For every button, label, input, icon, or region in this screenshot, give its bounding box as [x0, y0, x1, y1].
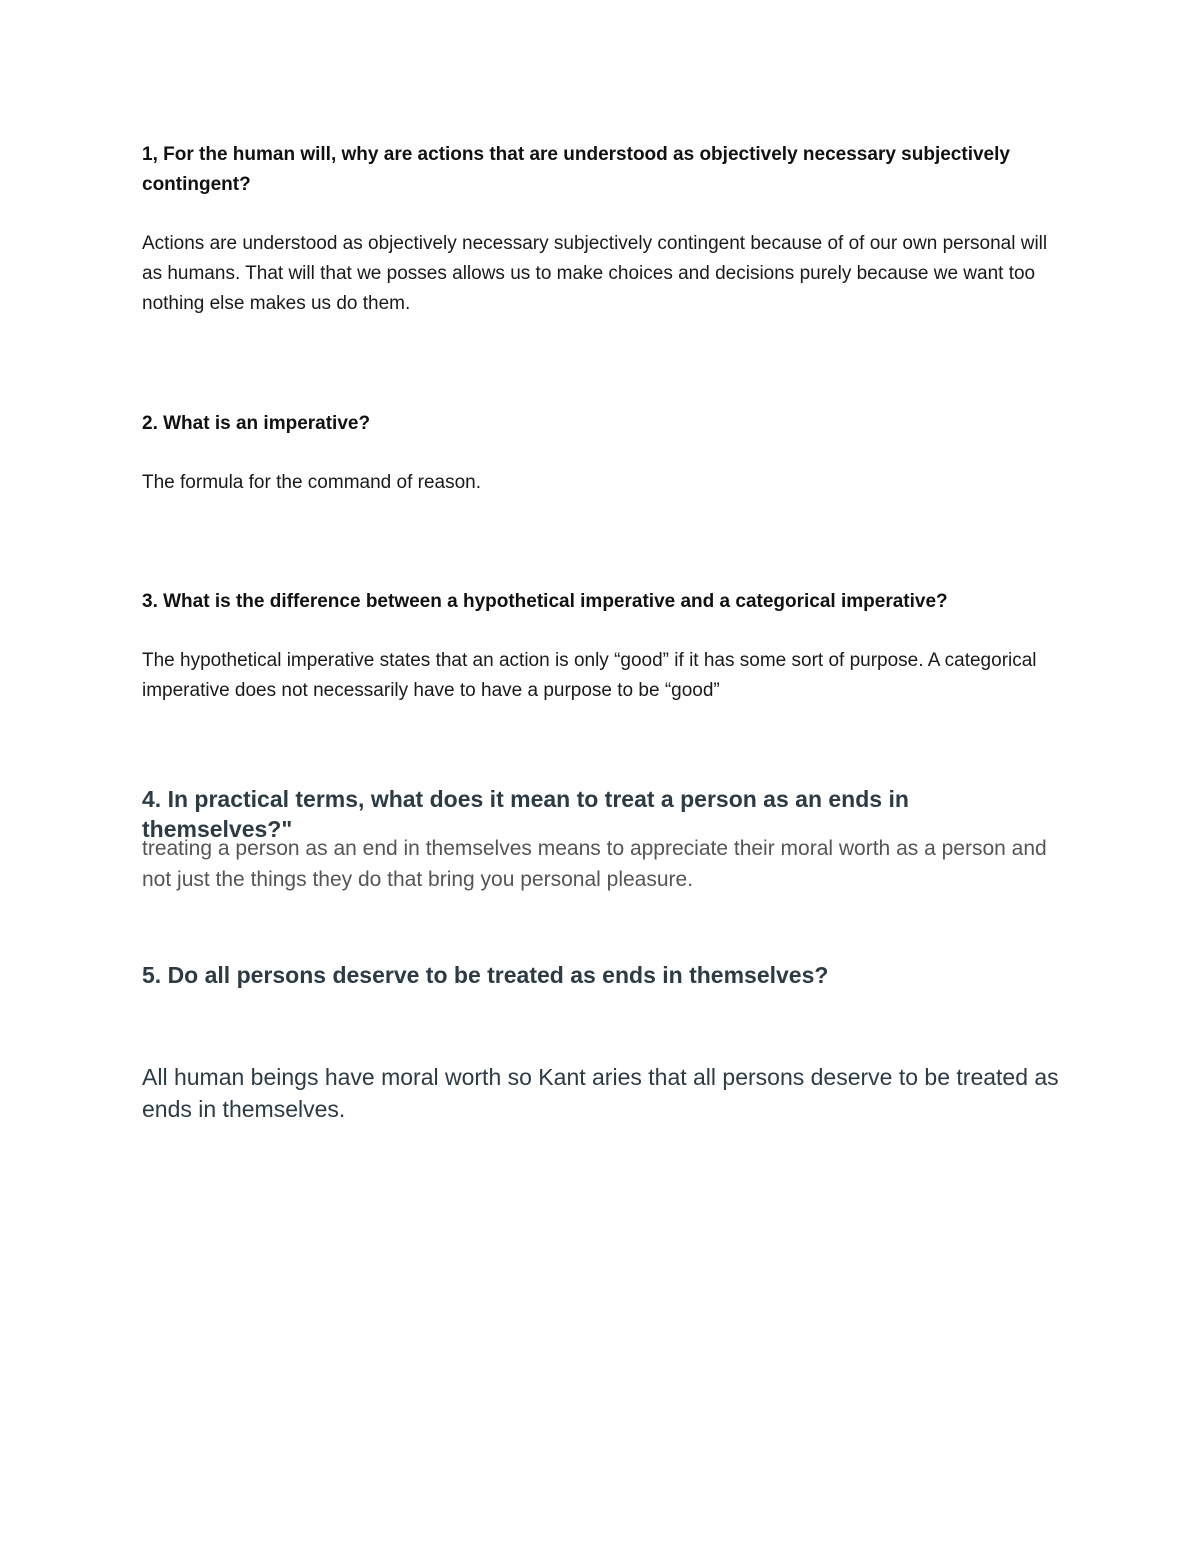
answer-1: Actions are understood as objectively necessary subjectively contingent because of of our own personal will as humans. That will that we posses allows us to make choices and decisions purely because we want too nothing else makes us do them. — [142, 233, 1048, 314]
answer-2: The formula for the command of reason. — [142, 472, 481, 493]
answer-3: The hypothetical imperative states that an action is only “good” if it has some sort of purpose. A categorical imperative does not necessarily have to have a purpose to be “good” — [142, 650, 1037, 701]
question-4: 4. In practical terms, what does it mean to treat a person as an ends in themselves?" — [142, 786, 909, 842]
question-5: 5. Do all persons deserve to be treated as ends in themselves? — [142, 962, 829, 988]
answer-5: All human beings have moral worth so Kant aries that all persons deserve to be treated as ends in themselves. — [142, 1064, 1059, 1122]
question-1: 1, For the human will, why are actions that are understood as objectively necessary subjectively contingent? — [142, 144, 1010, 195]
answer-4: treating a person as an end in themselves means to appreciate their moral worth as a person and not just the things they do that bring you personal pleasure. — [142, 837, 1047, 891]
question-3: 3. What is the difference between a hypothetical imperative and a categorical imperative? — [142, 591, 948, 612]
question-2: 2. What is an imperative? — [142, 413, 371, 434]
